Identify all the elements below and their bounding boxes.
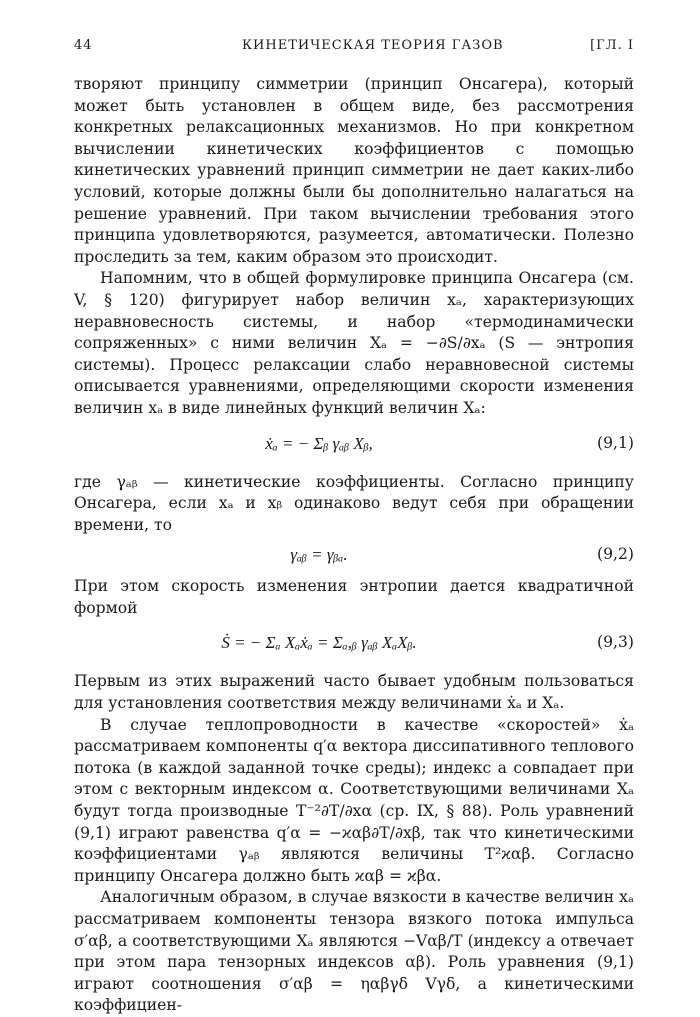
page-number: 44	[74, 38, 93, 53]
paragraph-onsager-formulation: Напомним, что в общей формулировке принципа Онсагера (см. V, § 120) фигурирует набор величин xₐ, характеризующих неравновесность системы, и набор «термодинамически сопряженных» с ними величин Xₐ = −∂S/∂xₐ (S — энтропия системы). Процесс релаксации слабо неравновесной системы описывается уравнениями, определяющими скорости изменения величин xₐ в виде линейных функций величин Xₐ:	[74, 269, 634, 417]
paragraph-thermal-conduction: В случае теплопроводности в качестве «скоростей» ẋₐ рассматриваем компоненты q′α вектора диссипативного теплового потока (в каждой заданной точке среды); индекс a совпадает при этом с векторным индексом α. Соответствующими величинами Xₐ будут тогда производные T⁻²∂T/∂xα (ср. IX, § 88). Роль уравнений (9,1) играют равенства q′α = −ϰαβ∂T/∂xβ, так что кинетическими коэффициентами γₐᵦ являются величины T²ϰαβ. Согласно принципу Онсагера должно быть ϰαβ = ϰβα.	[74, 715, 634, 885]
page-body	[74, 74, 634, 1017]
equation-number: (9,3)	[597, 633, 634, 652]
paragraph-viscosity: Аналогичным образом, в случае вязкости в качестве величин xₐ рассматриваем компоненты тензора вязкого потока импульса σ′αβ, а соответствующими Xₐ являются −Vαβ/T (индексу a отвечает при этом пара тензорных индексов αβ). Роль уравнения (9,1) играют соотношения σ′αβ = ηαβγδ Vγδ, а кинетическими коэффициен-	[74, 888, 634, 1015]
running-title: КИНЕТИЧЕСКАЯ ТЕОРИЯ ГАЗОВ	[242, 38, 504, 53]
equation-expression: γₐᵦ = γᵦₐ.	[290, 545, 348, 565]
equation-9-2	[74, 536, 634, 576]
paragraph-onsager-intro: творяют принципу симметрии (принцип Онсагера), который может быть установлен в общем виде, без рассмотрения конкретных релаксационных механизмов. Но при конкретном вычислении кинетических коэффициентов с помощью кинетических уравнений принцип симметрии не дает каких-либо условий, которые должны были бы дополнительно налагаться на решение уравнений. При таком вычислении требования этого принципа удовлетворяются, разумеется, автоматически. Полезно проследить за тем, каким образом это происходит.	[74, 75, 634, 266]
paragraph-correspondence: Первым из этих выражений часто бывает удобным пользоваться для установления соответствия между величинами ẋₐ и Xₐ.	[74, 672, 634, 713]
equation-9-3	[74, 619, 634, 671]
equation-number: (9,1)	[597, 433, 634, 452]
equation-9-1	[74, 420, 634, 472]
equation-expression: Ṡ = − Σₐ Xₐẋₐ = Σₐ,ᵦ γₐᵦ XₐXᵦ.	[221, 633, 417, 653]
paragraph-kinetic-coefficients: где γₐᵦ — кинетические коэффициенты. Согласно принципу Онсагера, если xₐ и xᵦ одинаково ведут себя при обращении времени, то	[74, 472, 634, 534]
equation-number: (9,2)	[597, 545, 634, 564]
page-header	[74, 38, 634, 58]
equation-expression: ẋₐ = − Σᵦ γₐᵦ Xᵦ,	[265, 433, 373, 453]
paragraph-entropy-rate: При этом скорость изменения энтропии дается квадратичной формой	[74, 577, 634, 617]
chapter-marker: [ГЛ. I	[590, 38, 634, 53]
